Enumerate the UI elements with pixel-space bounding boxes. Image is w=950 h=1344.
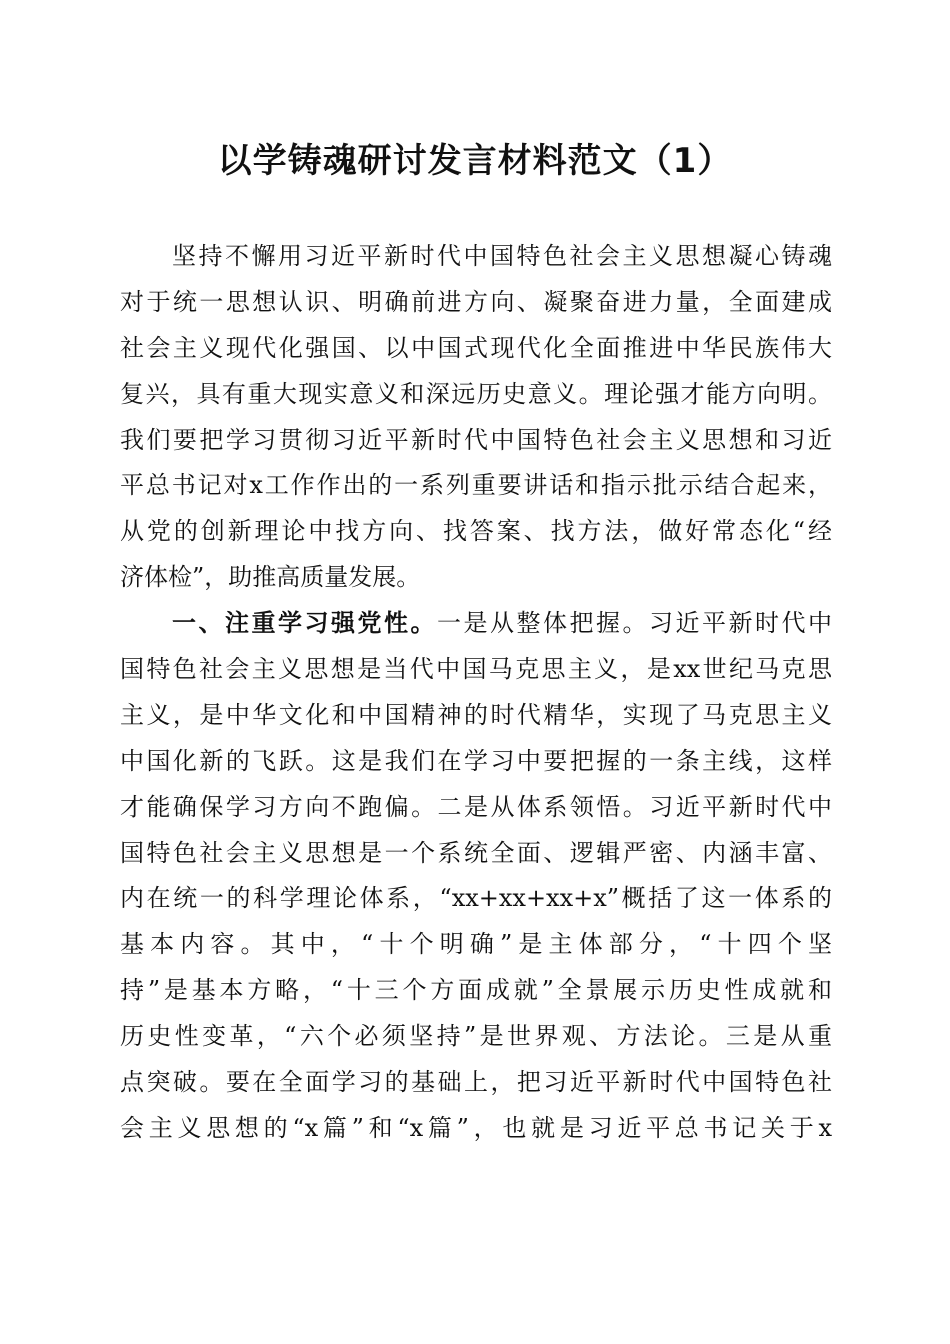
text-line: 从党的创新理论中找方向、找答案、找方法，做好常态化“经 xyxy=(120,517,832,546)
paragraph-intro xyxy=(120,234,832,601)
paragraph-section-one xyxy=(120,601,832,1152)
text-line: 主义，是中华文化和中国精神的时代精华，实现了马克思主义 xyxy=(120,700,832,729)
section-first-line xyxy=(120,601,832,647)
document-title: 以学铸魂研讨发言材料范文（1） xyxy=(217,141,733,181)
section-first-line-text: 一是从整体把握。习近平新时代中 xyxy=(437,609,832,638)
text-line: 内在统一的科学理论体系，“xx+xx+xx+x”概括了这一体系的 xyxy=(120,884,832,913)
text-line: 会主义思想的“x篇”和“x篇”，也就是习近平总书记关于x xyxy=(120,1113,832,1142)
text-line: 坚持不懈用习近平新时代中国特色社会主义思想凝心铸魂 xyxy=(172,242,832,270)
text-line: 中国化新的飞跃。这是我们在学习中要把握的一条主线，这样 xyxy=(120,746,832,775)
text-line: 我们要把学习贯彻习近平新时代中国特色社会主义思想和习近 xyxy=(120,425,832,454)
text-line: 基本内容。其中，“十个明确”是主体部分，“十四个坚 xyxy=(120,930,832,959)
text-line: 平总书记对x工作作出的一系列重要讲话和指示批示结合起来， xyxy=(120,471,832,500)
text-line: 国特色社会主义思想是当代中国马克思主义，是xx世纪马克思 xyxy=(120,655,832,684)
text-line: 济体检”，助推高质量发展。 xyxy=(120,563,421,592)
text-line: 对于统一思想认识、明确前进方向、凝聚奋进力量，全面建成 xyxy=(120,287,832,316)
text-line: 社会主义现代化强国、以中国式现代化全面推进中华民族伟大 xyxy=(120,333,832,362)
text-line: 国特色社会主义思想是一个系统全面、逻辑严密、内涵丰富、 xyxy=(120,838,832,867)
section-heading: 一、注重学习强党性。 xyxy=(172,609,437,638)
text-line: 历史性变革，“六个必须坚持”是世界观、方法论。三是从重 xyxy=(120,1022,832,1051)
text-line: 才能确保学习方向不跑偏。二是从体系领悟。习近平新时代中 xyxy=(120,792,832,821)
text-line: 持”是基本方略，“十三个方面成就”全景展示历史性成就和 xyxy=(120,976,832,1005)
text-line: 复兴，具有重大现实意义和深远历史意义。理论强才能方向明。 xyxy=(120,379,832,408)
document-body xyxy=(120,234,832,1152)
text-line: 点突破。要在全面学习的基础上，把习近平新时代中国特色社 xyxy=(120,1068,832,1097)
